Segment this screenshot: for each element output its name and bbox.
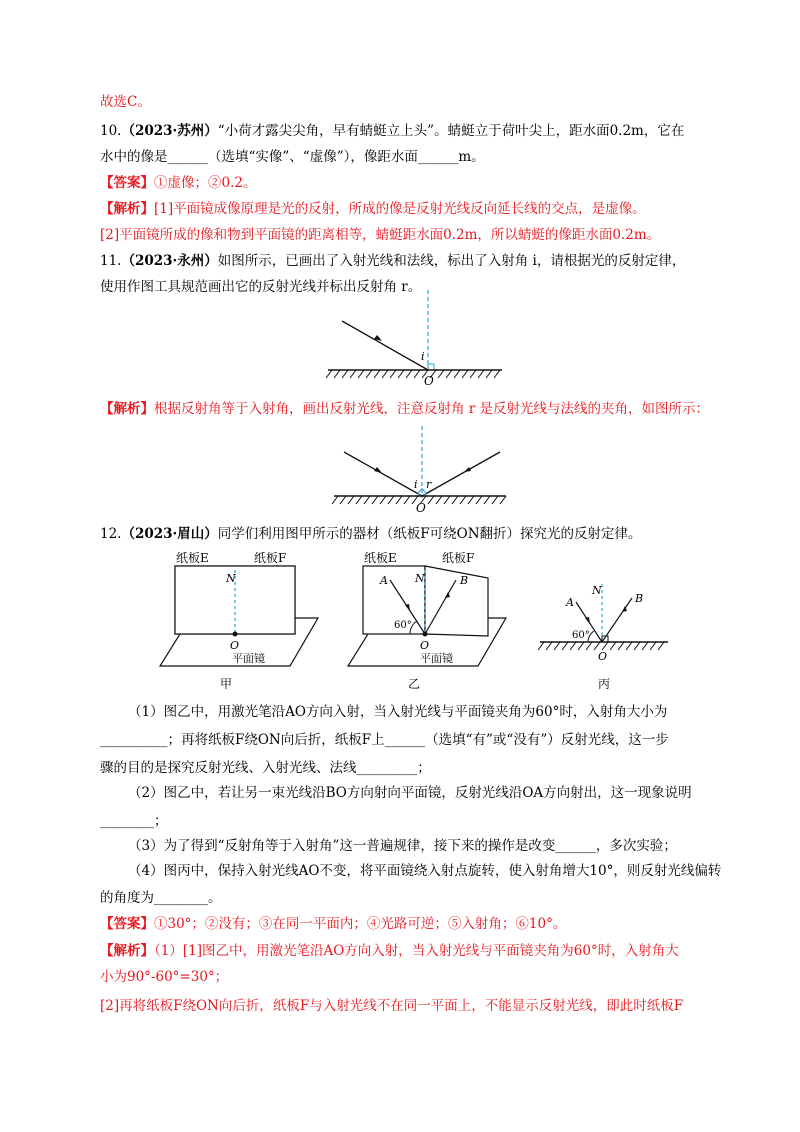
figure-caption: 丙	[598, 677, 611, 690]
part-4-line-1: （4）图丙中，保持入射光线AO不变，将平面镜绕入射点旋转，使入射角增大10°，则反射光线偏转	[128, 863, 722, 879]
part-3-line: （3）为了得到“反射角等于入射角”这一普遍规律，接下来的操作是改变______，多次实验；	[128, 838, 677, 854]
point-a-label: A	[566, 596, 574, 609]
mirror-label: 平面镜	[420, 652, 453, 665]
point-b-label: B	[635, 592, 644, 605]
figure-bing	[530, 578, 675, 690]
angle-label: 60°	[572, 630, 590, 641]
figure-caption: 甲	[220, 677, 233, 690]
explanation-11	[100, 399, 709, 419]
explanation-12-line-1	[100, 941, 679, 961]
reflected-ray-ob	[602, 598, 632, 642]
point-o-dot	[423, 632, 428, 637]
incident-ray	[342, 321, 428, 370]
point-o-label: O	[230, 639, 240, 652]
point-o-label: O	[598, 650, 608, 663]
figure-yi	[338, 548, 513, 690]
point-o-dot	[233, 632, 238, 637]
arrow-icon	[585, 617, 590, 624]
part-1-line-2: __________；再将纸板F绕ON向后折，纸板F上______（选填“有”或“没有”）反射光线，这一步	[100, 732, 669, 748]
point-o-label: O	[424, 374, 434, 386]
angle-r-label: r	[426, 478, 432, 491]
answer-12-text: ①30°；②没有；③在同一平面内；④光路可逆；⑤入射角；⑥10°。	[154, 916, 567, 932]
explanation-12-line-3: [2]再将纸板F绕ON向后折，纸板F与入射光线不在同一平面上，不能显示反射光线，即此时纸板F	[100, 998, 684, 1014]
previous-answer-line: 故选C。	[100, 94, 151, 110]
answer-tag: 【答案】	[100, 175, 154, 191]
part-1-line-3: 骤的目的是探究反射光线、入射光线、法线_________；	[100, 760, 431, 776]
angle-i-label: i	[414, 478, 418, 491]
part-2-line-2: ________；	[100, 813, 168, 829]
question-10-line-2: 水中的像是______（选填“实像”、“虚像”），像距水面______m。	[100, 149, 485, 165]
question-11-line-1	[100, 251, 685, 271]
point-a-label: A	[380, 574, 388, 587]
figure-11-incident-ray	[320, 286, 510, 386]
explanation-11-text: 根据反射角等于入射角，画出反射光线，注意反射角 r 是反射光线与法线的夹角，如图所示：	[154, 401, 710, 417]
question-11-line-2: 使用作图工具规范画出它的反射光线并标出反射角 r。	[100, 279, 422, 295]
part-4-line-2: 的角度为________。	[100, 890, 222, 906]
explanation-tag: 【解析】	[100, 401, 154, 417]
question-11-text-a: 如图所示，已画出了入射光线和法线，标出了入射角 i，请根据光的反射定律，	[217, 253, 686, 269]
mirror-hatching	[538, 642, 664, 650]
board-f-label: 纸板F	[254, 551, 287, 565]
arrow-icon	[374, 467, 382, 473]
point-o-label: O	[416, 501, 426, 514]
question-11-source: （2023·永州）	[121, 253, 218, 269]
explanation-12-text-a: （1）[1]图乙中，用激光笔沿AO方向入射，当入射光线与平面镜夹角为60°时，入射角大	[154, 943, 679, 959]
arrow-icon	[464, 467, 471, 472]
reflected-ray	[422, 452, 500, 496]
angle-i-label: i	[421, 350, 425, 363]
question-11-number: 11.	[100, 253, 122, 269]
paper-board-f	[425, 566, 488, 636]
question-10-text-a: “小荷才露尖尖角，早有蜻蜓立上头”。蜻蜓立于荷叶尖上，距水面0.2m，它在	[217, 123, 685, 139]
explanation-10-line-1	[100, 199, 646, 219]
angle-label: 60°	[394, 620, 412, 631]
mirror-hatching	[326, 370, 500, 378]
explanation-tag: 【解析】	[100, 201, 154, 217]
explanation-10-line-2: [2]平面镜所成的像和物到平面镜的距离相等，蜻蜓距水面0.2m，所以蜻蜓的像距水面0.2m。	[100, 227, 661, 243]
answer-12	[100, 914, 566, 934]
board-e-label: 纸板E	[176, 551, 209, 565]
point-o-label: O	[420, 639, 430, 652]
question-10-number: 10.	[100, 123, 122, 139]
answer-10	[100, 173, 256, 193]
question-12-source: （2023·眉山）	[121, 526, 218, 542]
board-e-label: 纸板E	[364, 551, 397, 565]
figure-jia	[150, 548, 325, 690]
answer-tag: 【答案】	[100, 916, 154, 932]
normal-n-label: N	[592, 584, 602, 597]
board-f-label: 纸板F	[442, 551, 475, 565]
question-12-number: 12.	[100, 526, 122, 542]
part-2-line-1: （2）图乙中，若让另一束光线沿BO方向射向平面镜，反射光线沿OA方向射出，这一现象说明	[128, 785, 692, 801]
part-1-line-1: （1）图乙中，用激光笔沿AO方向入射，当入射光线与平面镜夹角为60°时，入射角大小为	[128, 704, 668, 720]
right-angle-mark	[428, 364, 434, 370]
question-12-line	[100, 524, 642, 544]
figure-11-answer	[330, 424, 510, 514]
answer-10-text: ①虚像；②0.2。	[154, 175, 257, 191]
incident-ray	[344, 452, 422, 496]
normal-n-label: N	[226, 572, 236, 585]
explanation-12-line-2: 小为90°-60°=30°；	[100, 969, 229, 985]
explanation-10-text-a: [1]平面镜成像原理是光的反射，所成的像是反射光线反向延长线的交点，是虚像。	[154, 201, 646, 217]
figure-caption: 乙	[408, 677, 421, 690]
question-10-source: （2023·苏州）	[121, 123, 218, 139]
question-10-line-1	[100, 121, 684, 141]
mirror-label: 平面镜	[232, 652, 265, 665]
normal-n-label: N	[415, 572, 425, 585]
explanation-tag: 【解析】	[100, 943, 154, 959]
point-b-label: B	[460, 574, 469, 587]
question-12-text: 同学们利用图甲所示的器材（纸板F可绕ON翻折）探究光的反射定律。	[217, 526, 642, 542]
